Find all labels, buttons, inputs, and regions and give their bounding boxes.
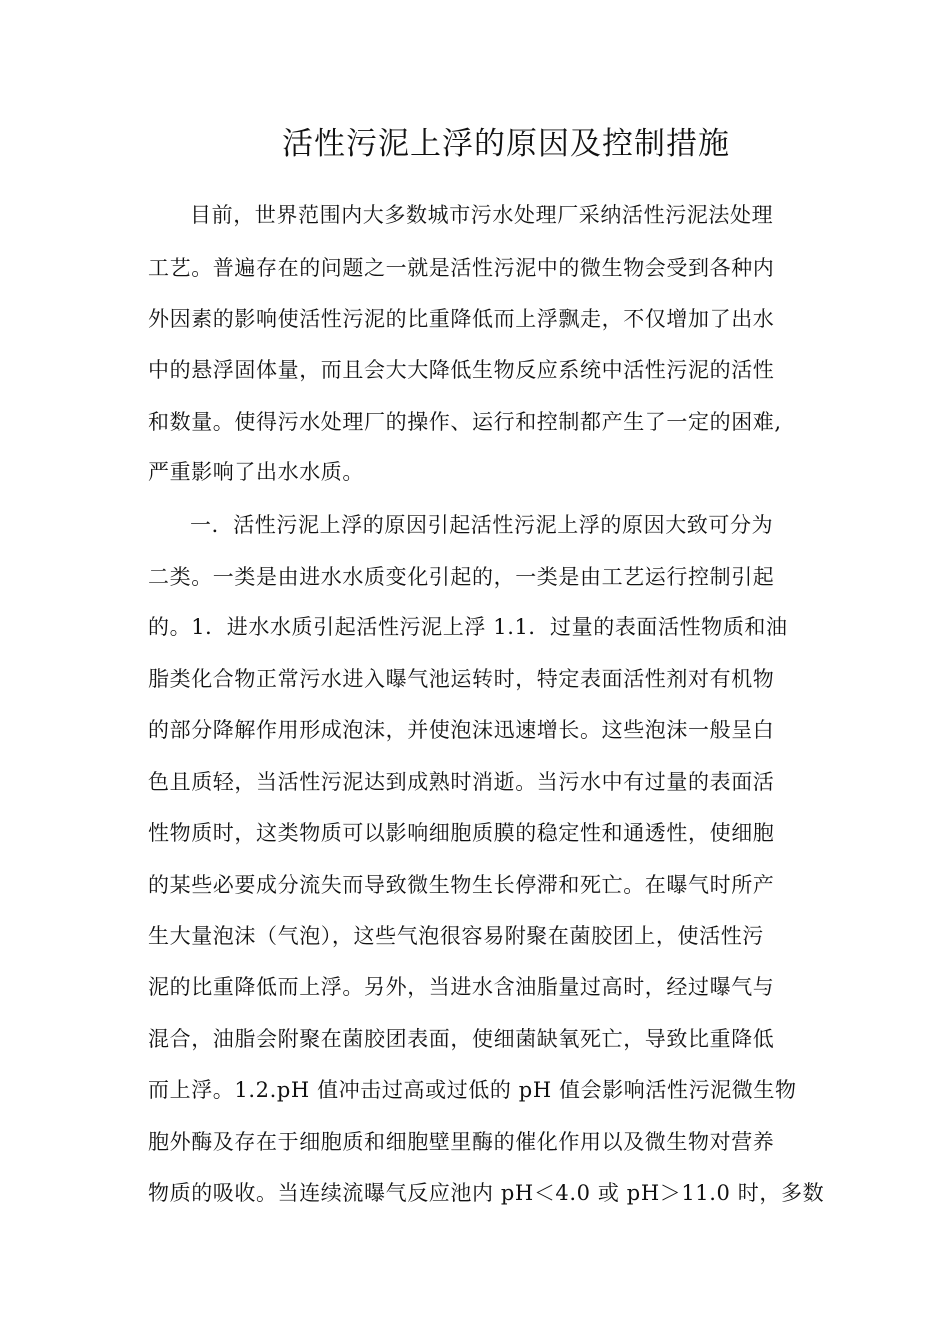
- paragraph-line: 而上浮。1.2.pH 值冲击过高或过低的 pH 值会影响活性污泥微生物: [148, 1078, 797, 1102]
- paragraph-line: 的部分降解作用形成泡沫，并使泡沫迅速增长。这些泡沫一般呈白: [148, 718, 775, 742]
- paragraph-line: 色且质轻，当活性污泥达到成熟时消逝。当污水中有过量的表面活: [148, 770, 775, 794]
- paragraph-line: 的某些必要成分流失而导致微生物生长停滞和死亡。在曝气时所产: [148, 873, 775, 897]
- document-title: [0, 124, 950, 164]
- paragraph-line: 物质的吸收。当连续流曝气反应池内 pH＜4.0 或 pH＞11.0 时，多数: [148, 1181, 825, 1205]
- paragraph-line: 性物质时，这类物质可以影响细胞质膜的稳定性和通透性，使细胞: [148, 821, 775, 845]
- paragraph-line: 目前，世界范围内大多数城市污水处理厂采纳活性污泥法处理: [190, 203, 774, 227]
- paragraph-line: 脂类化合物正常污水进入曝气池运转时，特定表面活性剂对有机物: [148, 667, 775, 691]
- paragraph-line: 外因素的影响使活性污泥的比重降低而上浮飘走，不仅增加了出水: [148, 307, 775, 331]
- paragraph-line: 中的悬浮固体量，而且会大大降低生物反应系统中活性污泥的活性: [148, 358, 775, 382]
- paragraph-line: 胞外酶及存在于细胞质和细胞壁里酶的催化作用以及微生物对营养: [148, 1130, 775, 1154]
- paragraph-line: 生大量泡沫（气泡），这些气泡很容易附聚在菌胶团上，使活性污: [148, 924, 764, 948]
- paragraph-line: 混合，油脂会附聚在菌胶团表面，使细菌缺氧死亡，导致比重降低: [148, 1027, 775, 1051]
- paragraph-line: 二类。一类是由进水水质变化引起的，一类是由工艺运行控制引起: [148, 565, 775, 589]
- document-title-text: 活性污泥上浮的原因及控制措施: [282, 126, 730, 162]
- paragraph-line: 一．活性污泥上浮的原因引起活性污泥上浮的原因大致可分为: [190, 513, 774, 537]
- paragraph-line: 工艺。普遍存在的问题之一就是活性污泥中的微生物会受到各种内: [148, 256, 775, 280]
- paragraph-line: 严重影响了出水水质。: [148, 460, 364, 484]
- paragraph-line: 和数量。使得污水处理厂的操作、运行和控制都产生了一定的困难,: [148, 410, 782, 434]
- paragraph-line: 的。1．进水水质引起活性污泥上浮 1.1．过量的表面活性物质和油: [148, 615, 788, 639]
- paragraph-line: 泥的比重降低而上浮。另外，当进水含油脂量过高时，经过曝气与: [148, 975, 775, 999]
